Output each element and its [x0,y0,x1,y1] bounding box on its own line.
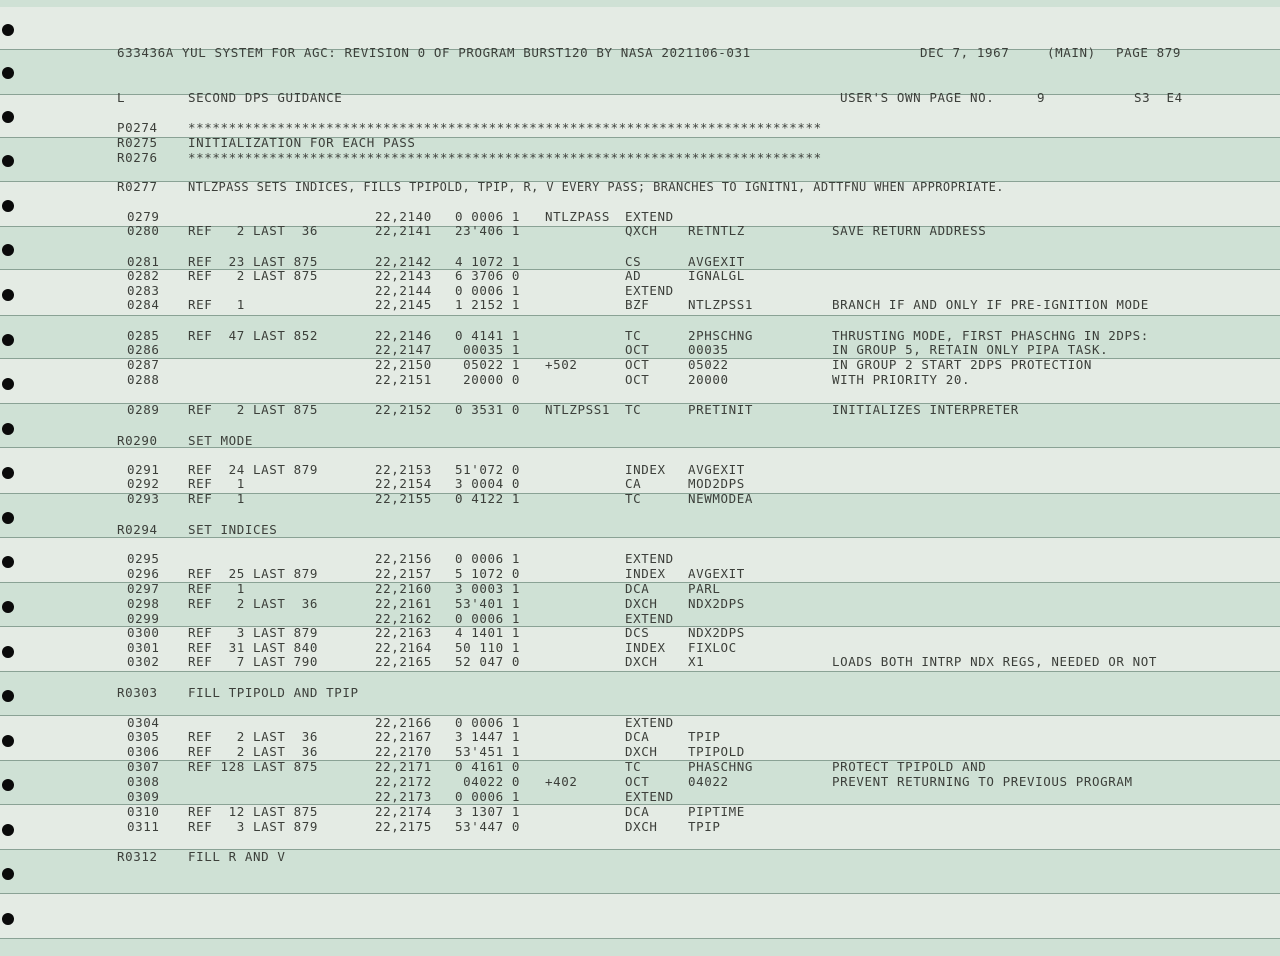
remark: IN GROUP 2 START 2DPS PROTECTION [832,357,1093,372]
tractor-hole [2,779,14,791]
opcode: DXCH [625,654,658,669]
octal-word: 0 3531 0 [455,402,521,417]
opcode: EXTEND [625,611,674,626]
remark: THRUSTING MODE, FIRST PHASCHNG IN 2DPS: [832,328,1149,343]
remark: SAVE RETURN ADDRESS [832,223,987,238]
tractor-hole [2,111,14,123]
card-number: R0290 [117,433,158,448]
log-marker: L [117,90,126,105]
operand: PRETINIT [688,402,754,417]
card-number: 0310 [127,804,160,819]
address: 22,2156 [375,551,432,566]
octal-word: 20000 0 [455,372,521,387]
octal-word: 3 0003 1 [455,581,521,596]
tractor-hole [2,868,14,880]
tractor-hole [2,824,14,836]
address: 22,2170 [375,744,432,759]
octal-word: 0 0006 1 [455,283,521,298]
address: 22,2146 [375,328,432,343]
cross-reference: REF 24 LAST 879 [188,462,319,477]
tractor-hole [2,378,14,390]
cross-reference: REF 2 LAST 36 [188,729,319,744]
octal-word: 53'401 1 [455,596,521,611]
operand: AVGEXIT [688,462,745,477]
opcode: OCT [625,357,650,372]
opcode: TC [625,491,642,506]
user-page-number: 9 [1037,90,1046,105]
card-number: 0311 [127,819,160,834]
card-number: 0295 [127,551,160,566]
card-number: 0286 [127,342,160,357]
opcode: EXTEND [625,283,674,298]
octal-word: 23'406 1 [455,223,521,238]
bar-edge [0,671,1280,672]
tractor-hole [2,244,14,256]
opcode: DXCH [625,819,658,834]
opcode: DXCH [625,744,658,759]
tractor-hole [2,334,14,346]
address: 22,2151 [375,372,432,387]
octal-word: 0 0006 1 [455,715,521,730]
address: 22,2161 [375,596,432,611]
location-label: NTLZPASS [545,209,611,224]
cross-reference: REF 7 LAST 790 [188,654,319,669]
card-number: R0275 [117,135,158,150]
tractor-hole [2,735,14,747]
card-number: R0276 [117,150,158,165]
opcode: EXTEND [625,789,674,804]
operand: 04022 [688,774,729,789]
address: 22,2145 [375,297,432,312]
card-number: 0287 [127,357,160,372]
tractor-hole [2,67,14,79]
section-title: SECOND DPS GUIDANCE [188,90,343,105]
card-number: 0309 [127,789,160,804]
cross-reference: REF 3 LAST 879 [188,625,319,640]
card-number: 0297 [127,581,160,596]
tractor-hole [2,913,14,925]
operand: X1 [688,654,705,669]
tractor-hole [2,423,14,435]
operand: TPIP [688,819,721,834]
octal-word: 53'451 1 [455,744,521,759]
opcode: INDEX [625,462,666,477]
octal-word: 0 0006 1 [455,611,521,626]
octal-word: 04022 0 [455,774,521,789]
print-date: DEC 7, 1967 [920,45,1010,60]
remark: LOADS BOTH INTRP NDX REGS, NEEDED OR NOT [832,654,1158,669]
card-number: 0302 [127,654,160,669]
octal-word: 05022 1 [455,357,521,372]
address: 22,2140 [375,209,432,224]
address: 22,2157 [375,566,432,581]
operand: 2PHSCHNG [688,328,754,343]
address: 22,2160 [375,581,432,596]
operand: NTLZPSS1 [688,297,754,312]
remark: IN GROUP 5, RETAIN ONLY PIPA TASK. [832,342,1109,357]
card-number: 0279 [127,209,160,224]
cross-reference: REF 2 LAST 36 [188,744,319,759]
cross-reference: REF 1 [188,297,245,312]
cross-reference: REF 128 LAST 875 [188,759,319,774]
operand: RETNTLZ [688,223,745,238]
opcode: DCA [625,581,650,596]
card-number: R0277 [117,179,158,194]
tractor-hole [2,155,14,167]
address: 22,2166 [375,715,432,730]
comment-text: NTLZPASS SETS INDICES, FILLS TPIPOLD, TPIP, R, V EVERY PASS; BRANCHES TO IGNITN1, ADTTFNU WHEN APPROPRIATE. [188,180,1004,194]
address: 22,2147 [375,342,432,357]
tractor-hole [2,556,14,568]
cross-reference: REF 12 LAST 875 [188,804,319,819]
cross-reference: REF 2 LAST 875 [188,268,319,283]
address: 22,2155 [375,491,432,506]
comment-text: SET MODE [188,433,254,448]
card-number: 0305 [127,729,160,744]
address: 22,2167 [375,729,432,744]
octal-word: 3 1307 1 [455,804,521,819]
cross-reference: REF 2 LAST 875 [188,402,319,417]
address: 22,2143 [375,268,432,283]
cross-reference: REF 47 LAST 852 [188,328,319,343]
opcode: INDEX [625,640,666,655]
operand: PHASCHNG [688,759,754,774]
card-number: 0306 [127,744,160,759]
comment-text: INITIALIZATION FOR EACH PASS [188,135,416,150]
address: 22,2172 [375,774,432,789]
address: 22,2163 [375,625,432,640]
comment-text: FILL R AND V [188,849,286,864]
card-number: 0307 [127,759,160,774]
operand: AVGEXIT [688,254,745,269]
tractor-hole [2,601,14,613]
card-number: 0284 [127,297,160,312]
card-number: 0292 [127,476,160,491]
cross-reference: REF 2 LAST 36 [188,596,319,611]
main-tag: (MAIN) [1047,45,1096,60]
opcode: TC [625,328,642,343]
octal-word: 50 110 1 [455,640,521,655]
opcode: DCS [625,625,650,640]
cross-reference: REF 2 LAST 36 [188,223,319,238]
card-number: 0300 [127,625,160,640]
opcode: CS [625,254,642,269]
operand: PIPTIME [688,804,745,819]
address: 22,2153 [375,462,432,477]
octal-word: 4 1401 1 [455,625,521,640]
opcode: DCA [625,804,650,819]
address: 22,2141 [375,223,432,238]
card-number: 0281 [127,254,160,269]
card-number: 0301 [127,640,160,655]
octal-word: 0 0006 1 [455,789,521,804]
cross-reference: REF 31 LAST 840 [188,640,319,655]
card-number: R0303 [117,685,158,700]
octal-word: 0 4141 1 [455,328,521,343]
opcode: OCT [625,342,650,357]
comment-text: FILL TPIPOLD AND TPIP [188,685,359,700]
user-page-label: USER'S OWN PAGE NO. [840,90,995,105]
opcode: DCA [625,729,650,744]
octal-word: 5 1072 0 [455,566,521,581]
cross-reference: REF 1 [188,476,245,491]
tractor-hole [2,467,14,479]
opcode: INDEX [625,566,666,581]
operand: TPIPOLD [688,744,745,759]
green-bar [0,938,1280,956]
card-number: 0289 [127,402,160,417]
octal-word: 52 047 0 [455,654,521,669]
tractor-hole [2,646,14,658]
location-label: NTLZPSS1 [545,402,611,417]
tractor-hole [2,289,14,301]
octal-word: 4 1072 1 [455,254,521,269]
card-number: 0298 [127,596,160,611]
page-number: PAGE 879 [1116,45,1182,60]
bar-edge [0,315,1280,316]
bar-edge [0,537,1280,538]
address: 22,2162 [375,611,432,626]
card-number: P0274 [117,120,158,135]
address: 22,2175 [375,819,432,834]
octal-word: 1 2152 1 [455,297,521,312]
cross-reference: REF 25 LAST 879 [188,566,319,581]
bar-edge [0,893,1280,894]
card-number: 0280 [127,223,160,238]
card-number: 0308 [127,774,160,789]
job-title: 633436A YUL SYSTEM FOR AGC: REVISION 0 OF PROGRAM BURST120 BY NASA 2021106-031 [117,45,751,60]
card-number: 0285 [127,328,160,343]
operand: PARL [688,581,721,596]
mark: +402 [545,774,578,789]
operand: 00035 [688,342,729,357]
opcode: CA [625,476,642,491]
opcode: EXTEND [625,715,674,730]
octal-word: 6 3706 0 [455,268,521,283]
tractor-hole [2,690,14,702]
octal-word: 0 4122 1 [455,491,521,506]
octal-word: 3 1447 1 [455,729,521,744]
card-number: 0288 [127,372,160,387]
bar-edge [0,938,1280,939]
opcode: OCT [625,372,650,387]
comment-text: SET INDICES [188,522,278,537]
address: 22,2164 [375,640,432,655]
tractor-hole [2,24,14,36]
remark: WITH PRIORITY 20. [832,372,971,387]
opcode: OCT [625,774,650,789]
opcode: TC [625,402,642,417]
octal-word: 0 0006 1 [455,551,521,566]
card-number: 0291 [127,462,160,477]
operand: TPIP [688,729,721,744]
operand: AVGEXIT [688,566,745,581]
address: 22,2152 [375,402,432,417]
operand: NDX2DPS [688,625,745,640]
opcode: EXTEND [625,209,674,224]
address: 22,2150 [375,357,432,372]
remark: INITIALIZES INTERPRETER [832,402,1019,417]
address: 22,2174 [375,804,432,819]
operand: NEWMODEA [688,491,754,506]
opcode: DXCH [625,596,658,611]
cross-reference: REF 3 LAST 879 [188,819,319,834]
remark: PROTECT TPIPOLD AND [832,759,987,774]
card-number: R0312 [117,849,158,864]
octal-word: 0 0006 1 [455,209,521,224]
octal-word: 51'072 0 [455,462,521,477]
octal-word: 0 4161 0 [455,759,521,774]
cross-reference: REF 1 [188,491,245,506]
operand: MOD2DPS [688,476,745,491]
opcode: EXTEND [625,551,674,566]
tractor-hole [2,200,14,212]
opcode: AD [625,268,642,283]
address: 22,2142 [375,254,432,269]
opcode: QXCH [625,223,658,238]
octal-word: 00035 1 [455,342,521,357]
octal-word: 3 0004 0 [455,476,521,491]
comment-text: ****************************************************************************** [188,120,822,135]
remark: BRANCH IF AND ONLY IF PRE-IGNITION MODE [832,297,1149,312]
address: 22,2165 [375,654,432,669]
operand: FIXLOC [688,640,737,655]
tractor-hole [2,512,14,524]
green-bar [0,0,1280,7]
card-number: R0294 [117,522,158,537]
card-number: 0282 [127,268,160,283]
remark: PREVENT RETURNING TO PREVIOUS PROGRAM [832,774,1133,789]
address: 22,2154 [375,476,432,491]
opcode: TC [625,759,642,774]
mark: +502 [545,357,578,372]
operand: 20000 [688,372,729,387]
card-number: 0293 [127,491,160,506]
operand: NDX2DPS [688,596,745,611]
card-number: 0296 [127,566,160,581]
opcode: BZF [625,297,650,312]
address: 22,2144 [375,283,432,298]
operand: IGNALGL [688,268,745,283]
card-number: 0299 [127,611,160,626]
log-codes: S3 E4 [1134,90,1183,105]
cross-reference: REF 1 [188,581,245,596]
card-number: 0283 [127,283,160,298]
address: 22,2171 [375,759,432,774]
comment-text: ****************************************************************************** [188,150,822,165]
address: 22,2173 [375,789,432,804]
octal-word: 53'447 0 [455,819,521,834]
operand: 05022 [688,357,729,372]
card-number: 0304 [127,715,160,730]
cross-reference: REF 23 LAST 875 [188,254,319,269]
